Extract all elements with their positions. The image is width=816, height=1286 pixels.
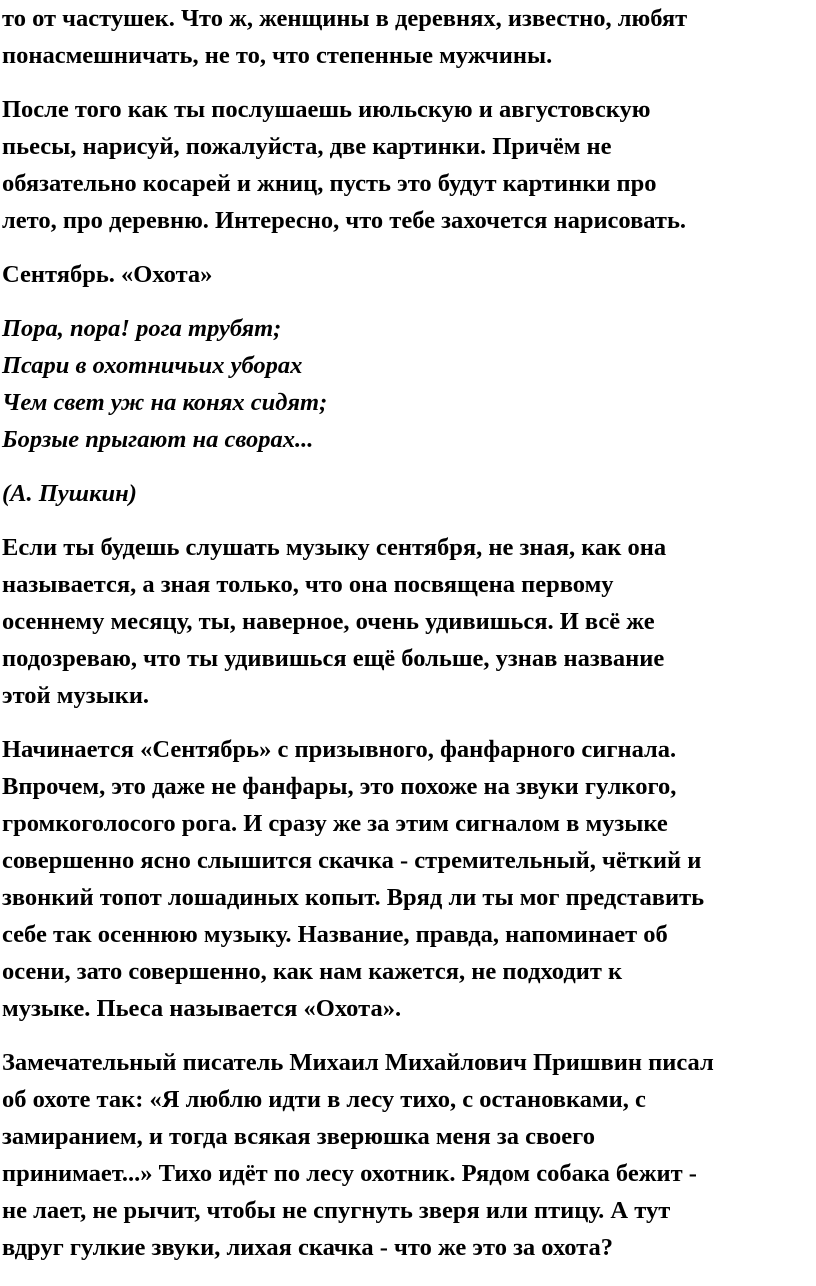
paragraph-gap: [2, 458, 816, 475]
poem-line: Борзые прыгают на сворах...: [2, 426, 314, 453]
paragraph-chastushki: [2, 0, 816, 74]
text-line: лето, про деревню. Интересно, что тебе захочется нарисовать.: [2, 207, 687, 234]
text-line: пьесы, нарисуй, пожалуйста, две картинки. Причём не: [2, 133, 612, 160]
text-line: совершенно ясно слышится скачка - стремительный, чёткий и: [2, 847, 702, 874]
paragraph-gap: [2, 293, 816, 310]
paragraph-gap: [2, 714, 816, 731]
text-line: то от частушек. Что ж, женщины в деревнях, известно, любят: [2, 5, 688, 32]
text-line: громкоголосого рога. И сразу же за этим сигналом в музыке: [2, 810, 668, 837]
text-line: Если ты будешь слушать музыку сентября, не зная, как она: [2, 534, 667, 561]
text-line: об охоте так: «Я люблю идти в лесу тихо, с остановками, с: [2, 1086, 646, 1113]
paragraph-gap: [2, 512, 816, 529]
text-line: звонкий топот лошадиных копыт. Вряд ли ты мог представить: [2, 884, 705, 911]
paragraph-gap: [2, 1027, 816, 1044]
poem-epigraph: [2, 310, 816, 458]
poem-line: Псари в охотничьих уборах: [2, 352, 303, 379]
text-line: не лает, не рычит, чтобы не спугнуть зверя или птицу. А тут: [2, 1197, 671, 1224]
text-line: подозреваю, что ты удивишься ещё больше, узнав название: [2, 645, 665, 672]
poem-line: Чем свет уж на конях сидят;: [2, 389, 328, 416]
text-line: принимает...» Тихо идёт по лесу охотник. Рядом собака бежит -: [2, 1160, 697, 1187]
text-line: себе так осеннюю музыку. Название, правда, напоминает об: [2, 921, 668, 948]
poem-line: Пора, пора! рога трубят;: [2, 315, 282, 342]
text-line: замиранием, и тогда всякая зверюшка меня за своего: [2, 1123, 595, 1150]
text-line: осеннему месяцу, ты, наверное, очень удивишься. И всё же: [2, 608, 655, 635]
paragraph-gap: [2, 239, 816, 256]
text-line: Начинается «Сентябрь» с призывного, фанфарного сигнала.: [2, 736, 677, 763]
text-line: Впрочем, это даже не фанфары, это похоже на звуки гулкого,: [2, 773, 677, 800]
section-heading-september: [2, 256, 816, 293]
text-line: этой музыки.: [2, 682, 150, 709]
poem-attribution: [2, 475, 816, 512]
text-line: понасмешничать, не то, что степенные мужчины.: [2, 42, 553, 69]
paragraph-september-music: [2, 529, 816, 714]
attribution-line: (А. Пушкин): [2, 480, 137, 507]
text-line: называется, а зная только, что она посвящена первому: [2, 571, 614, 598]
text-line: После того как ты послушаешь июльскую и августовскую: [2, 96, 651, 123]
document-page: [2, 0, 816, 1266]
heading-line: Сентябрь. «Охота»: [2, 261, 213, 288]
paragraph-prishvin: [2, 1044, 816, 1266]
paragraph-gap: [2, 74, 816, 91]
paragraph-fanfare: [2, 731, 816, 1027]
text-line: осени, зато совершенно, как нам кажется, не подходит к: [2, 958, 623, 985]
text-line: Замечательный писатель Михаил Михайлович Пришвин писал: [2, 1049, 714, 1076]
text-line: вдруг гулкие звуки, лихая скачка - что же это за охота?: [2, 1234, 614, 1261]
text-line: обязательно косарей и жниц, пусть это будут картинки про: [2, 170, 657, 197]
paragraph-drawing-task: [2, 91, 816, 239]
text-line: музыке. Пьеса называется «Охота».: [2, 995, 402, 1022]
